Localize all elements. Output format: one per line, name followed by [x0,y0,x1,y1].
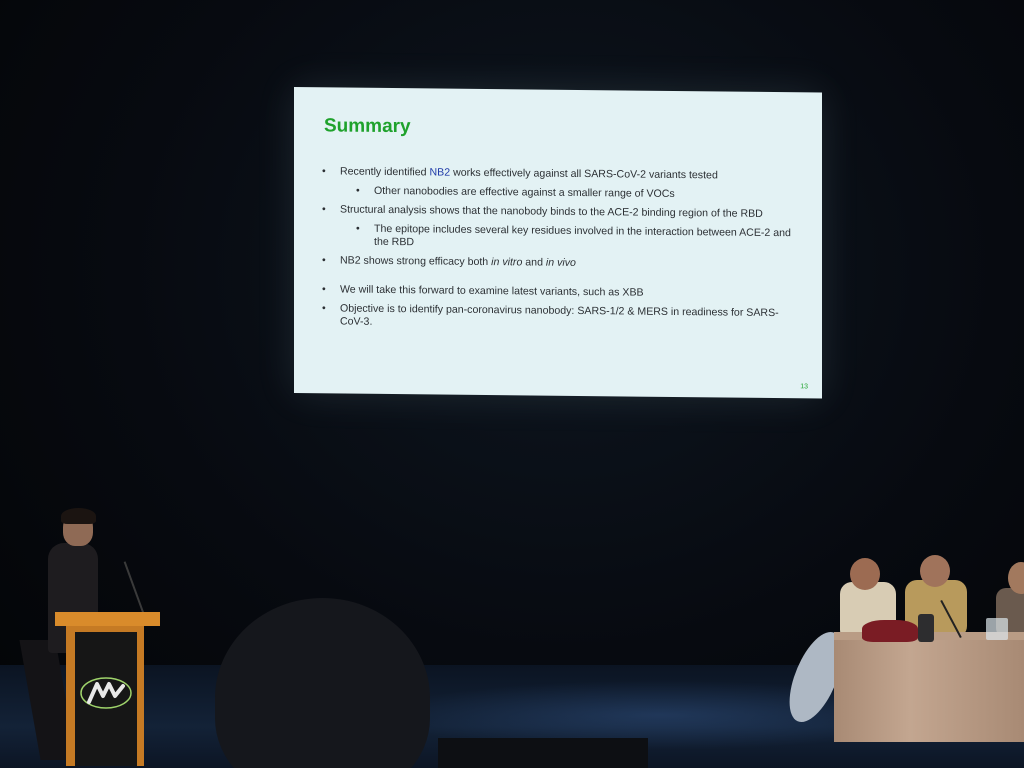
bullet-structural-analysis: • Structural analysis shows that the nanobody binds to the ACE-2 binding region of the RBD [322,203,792,221]
bullet-next-steps: • We will take this forward to examine latest variants, such as XBB [322,283,792,301]
slide-bullet-list [322,165,792,339]
bullet-text: Recently identified [340,165,430,179]
lectern-top [55,612,160,626]
bullet-efficacy [322,254,792,272]
water-glass [986,618,1008,640]
sub-bullet-other-nanobodies: • Other nanobodies are effective against a smaller range of VOCs [322,184,792,202]
in-vitro-term: in vitro [491,256,523,269]
lectern-logo-icon [79,676,133,710]
slide-page-number: 13 [800,383,808,391]
microphone-icon [124,561,145,613]
bullet-text: works effectively against all SARS-CoV-2 variants tested [450,166,718,182]
sub-bullet-epitope: • The epitope includes several key residues involved in the interaction between ACE-2 and the RBD [322,222,792,253]
bullet-nb2-effective [322,165,792,183]
bullet-text: and [522,256,546,269]
bullet-text: NB2 shows strong efficacy both [340,254,492,269]
speaker-hair [61,508,96,524]
red-jacket [862,620,918,642]
nb2-term: NB2 [429,166,451,179]
panelist-2-head [920,555,950,587]
audience-shadow [438,738,648,768]
slide-title: Summary [324,115,411,138]
panelist-1-head [850,558,880,590]
table-cloth [834,640,1024,742]
audience-member-head [215,598,430,768]
in-vivo-term: in vivo [545,256,576,269]
water-jug [918,614,934,642]
bullet-objective: • Objective is to identify pan-coronavirus nanobody: SARS-1/2 & MERS in readiness for SARS-CoV-3. [322,302,792,333]
projected-slide [294,87,822,399]
